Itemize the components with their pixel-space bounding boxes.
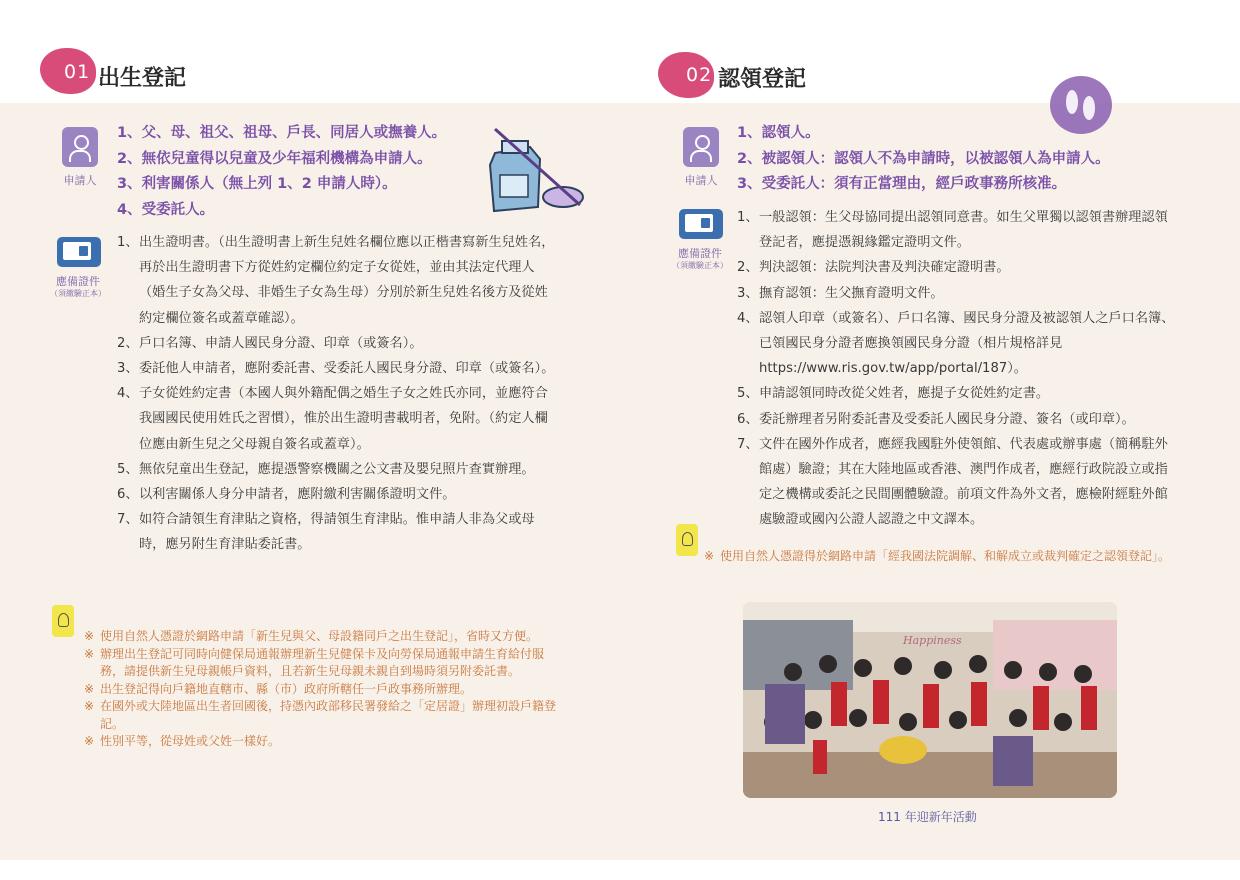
- list-item: 3、受委託人：須有正當理由，經戶政事務所核准。: [737, 176, 1067, 192]
- required-docs-sublabel: （須繳驗正本）: [672, 261, 728, 270]
- list-item: 2、 判決認領：法院判決書及判決確定證明書。: [737, 260, 1010, 276]
- list-item: 6、 以利害關係人身分申請者，應附繳利害關係證明文件。: [117, 487, 456, 503]
- note-item: ※ 出生登記得向戶籍地直轄市、縣（市）政府所轄任一戶政事務所辦理。: [84, 681, 562, 699]
- section-title: 認領登記: [718, 67, 807, 92]
- notes-list: [84, 628, 562, 751]
- note-item: ※ 使用自然人憑證得於網路申請「經我國法院調解、和解成立或裁判確定之認領登記」。: [704, 548, 1182, 566]
- applicant-label: 申請人: [63, 174, 97, 187]
- required-docs-sublabel: （須繳驗正本）: [50, 289, 106, 298]
- applicant-list: [117, 121, 446, 223]
- list-item: 1、 出生證明書。（出生證明書上新生兒姓名欄位應以正楷書寫新生兒姓名，再於出生證明書下方從姓約定欄位約定子女從姓，並由其法定代理人（婚生子女為父母、非婚生子女為生母）分別於新生兒姓名後方及從姓約定欄位簽名或蓋章確認）。: [117, 235, 555, 326]
- note-item: ※ 辦理出生登記可同時向健保局通報辦理新生兒健保卡及向勞保局通報申請生育給付服務，請提供新生兒母親帳戶資料，且若新生兒母親未親自到場時須另附委託書。: [84, 646, 562, 681]
- section-number: 02: [686, 64, 713, 86]
- applicant-list: [737, 121, 1110, 198]
- note-item: ※ 使用自然人憑證於網路申請「新生兒與父、母設籍同戶之出生登記」，省時又方便。: [84, 628, 562, 646]
- applicant-label: 申請人: [684, 174, 718, 187]
- ink-bottle-illustration-icon: [480, 125, 590, 215]
- list-item: 6、 委託辦理者另附委託書及受委託人國民身分證、簽名（或印章）。: [737, 411, 1135, 427]
- list-item: 7、 如符合請領生育津貼之資格，得請領生育津貼。惟申請人非為父或母時，應另附生育津貼委託書。: [117, 512, 535, 553]
- list-item: 4、 子女從姓約定書（本國人與外籍配偶之婚生子女之姓氏亦同，並應符合我國國民使用姓氏之習慣），惟於出生證明書載明者，免附。（約定人欄位應由新生兒之父母親自簽名或蓋章）。: [117, 386, 548, 452]
- section-number: 01: [64, 61, 91, 83]
- lightbulb-icon: [676, 524, 698, 556]
- section-title: 出生登記: [98, 66, 187, 91]
- list-item: 1、 一般認領：生父母協同提出認領同意書。如生父單獨以認領書辦理認領登記者，應提憑親緣鑑定證明文件。: [737, 210, 1168, 251]
- applicant-person-icon: [683, 127, 719, 167]
- applicant-person-icon: [62, 127, 98, 167]
- list-item: 5、 申請認領同時改從父姓者，應提子女從姓約定書。: [737, 386, 1050, 402]
- document-card-icon: [679, 209, 723, 239]
- list-item: 1、父、母、祖父、祖母、戶長、同居人或撫養人。: [117, 125, 447, 141]
- required-docs-label: 應備證件: [56, 275, 100, 288]
- document-card-icon: [57, 237, 101, 267]
- notes-list: [704, 548, 1182, 566]
- lightbulb-icon: [52, 605, 74, 637]
- list-item: 3、 撫育認領：生父撫育證明文件。: [737, 285, 944, 301]
- list-item: 1、認領人。: [737, 125, 820, 141]
- list-item: 4、受委託人。: [117, 201, 215, 218]
- required-docs-list: [117, 230, 559, 558]
- photo-caption: 111 年迎新年活動: [878, 810, 977, 824]
- required-docs-list: [737, 205, 1179, 533]
- list-item: 3、利害關係人（無上列 1、2 申請人時）。: [117, 176, 397, 192]
- note-item: ※ 性別平等，從母姓或父姓一樣好。: [84, 733, 562, 751]
- photo-banner-text: Happiness: [903, 634, 962, 647]
- list-item: 5、 無依兒童出生登記，應提憑警察機關之公文書及嬰兒照片查實辦理。: [117, 461, 535, 477]
- list-item: 7、 文件在國外作成者，應經我國駐外使領館、代表處或辦事處（簡稱駐外館處）驗證；其在大陸地區或香港、澳門作成者，應經行政院設立或指定之機構或委託之民間團體驗證。前項文件為外文者，應檢附經駐外館處驗證或國內公證人認證之中文譯本。: [737, 436, 1168, 528]
- note-item: ※ 在國外或大陸地區出生者回國後，持憑內政部移民署發給之「定居證」辦理初設戶籍登記。: [84, 698, 562, 733]
- new-year-event-photo: [743, 602, 1117, 798]
- list-item: 2、被認領人：認領人不為申請時，以被認領人為申請人。: [737, 150, 1110, 167]
- list-item: 4、 認領人印章（或簽名）、戶口名簿、國民身分證及被認領人之戶口名簿、已領國民身分證者應換領國民身分證（相片規格詳見 https://www.ris.gov.tw/app/portal/187）。: [737, 310, 1175, 377]
- list-item: 3、 委託他人申請者，應附委託書、受委託人國民身分證、印章（或簽名）。: [117, 361, 555, 377]
- list-item: 2、 戶口名簿、申請人國民身分證、印章（或簽名）。: [117, 335, 423, 351]
- required-docs-label: 應備證件: [678, 247, 722, 260]
- list-item: 2、無依兒童得以兒童及少年福利機構為申請人。: [117, 150, 432, 167]
